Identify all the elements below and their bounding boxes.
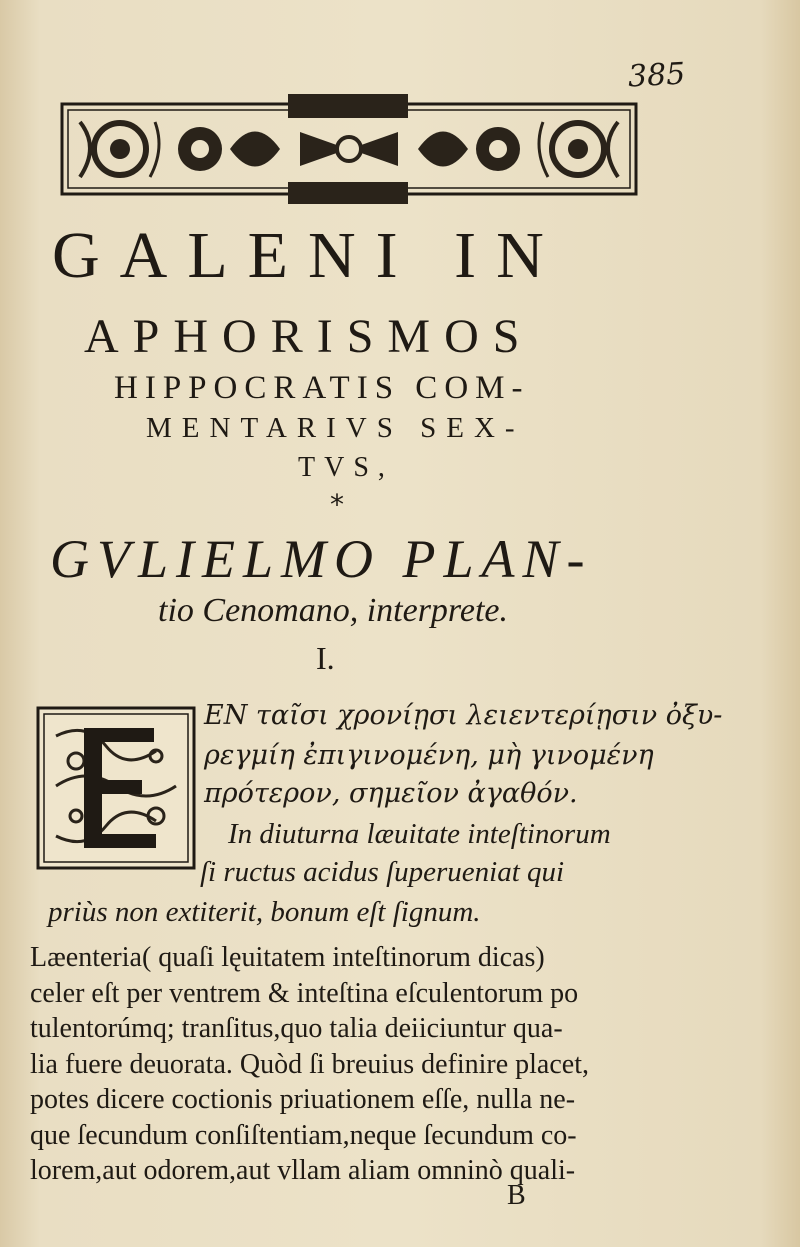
catchword: B xyxy=(507,1180,526,1211)
interpreter-line-1: GVLIELMO PLAN- xyxy=(50,529,593,589)
interpreter-line-2: tio Cenomano, interprete. xyxy=(158,592,509,629)
title-line-1: GALENI IN xyxy=(52,219,564,292)
greek-line-3: πρότερον, σημεῖον ἀγαθόν. xyxy=(204,778,578,809)
title-line-4: MENTARIVS SEX- xyxy=(146,412,525,444)
greek-line-1: ΕΝ ταῖσι χρονίῃσι λειεντερίῃσιν ὀξυ- xyxy=(204,700,723,731)
decorated-initial-e xyxy=(36,706,196,870)
commentary-line: que ſecundum conſiſtentiam,neque ſecundum co- xyxy=(30,1119,577,1151)
latin-aphorism-line-2: ſi ructus acidus ſuperueniat qui xyxy=(200,856,565,888)
commentary-line: celer eſt per ventrem & inteſtina eſculentorum po xyxy=(30,977,579,1009)
commentary-line: lorem,aut odorem,aut vllam aliam omninò quali- xyxy=(30,1155,576,1186)
title-line-2: APHORISMOS xyxy=(84,310,534,363)
commentary-paragraph xyxy=(30,940,640,1189)
page-number: 385 xyxy=(627,56,687,95)
woodcut-headpiece-ornament xyxy=(60,92,638,207)
commentary-line: Læenteria( quaſi lęuitatem inteſtinorum dicas) xyxy=(30,942,545,973)
latin-aphorism-line-1: In diuturna læuitate inteſtinorum xyxy=(228,818,611,850)
commentary-line: potes dicere coctionis priuationem eſſe, nulla ne- xyxy=(30,1084,576,1115)
commentary-line: tulentorúmq; tranſitus,quo talia deiiciuntur qua- xyxy=(30,1013,563,1044)
title-line-3: HIPPOCRATIS COM- xyxy=(114,370,530,406)
latin-aphorism-line-3: priùs non extiterit, bonum eſt ſignum. xyxy=(48,896,481,928)
asterisk-ornament: * xyxy=(330,488,344,521)
title-line-5: TVS, xyxy=(298,452,394,483)
section-numeral: I. xyxy=(316,640,335,676)
commentary-line: lia fuere deuorata. Quòd ſi breuius definire placet, xyxy=(30,1048,589,1080)
greek-line-2: ρεγμίη ἐπιγινομένη, μὴ γινομένη xyxy=(204,740,654,771)
